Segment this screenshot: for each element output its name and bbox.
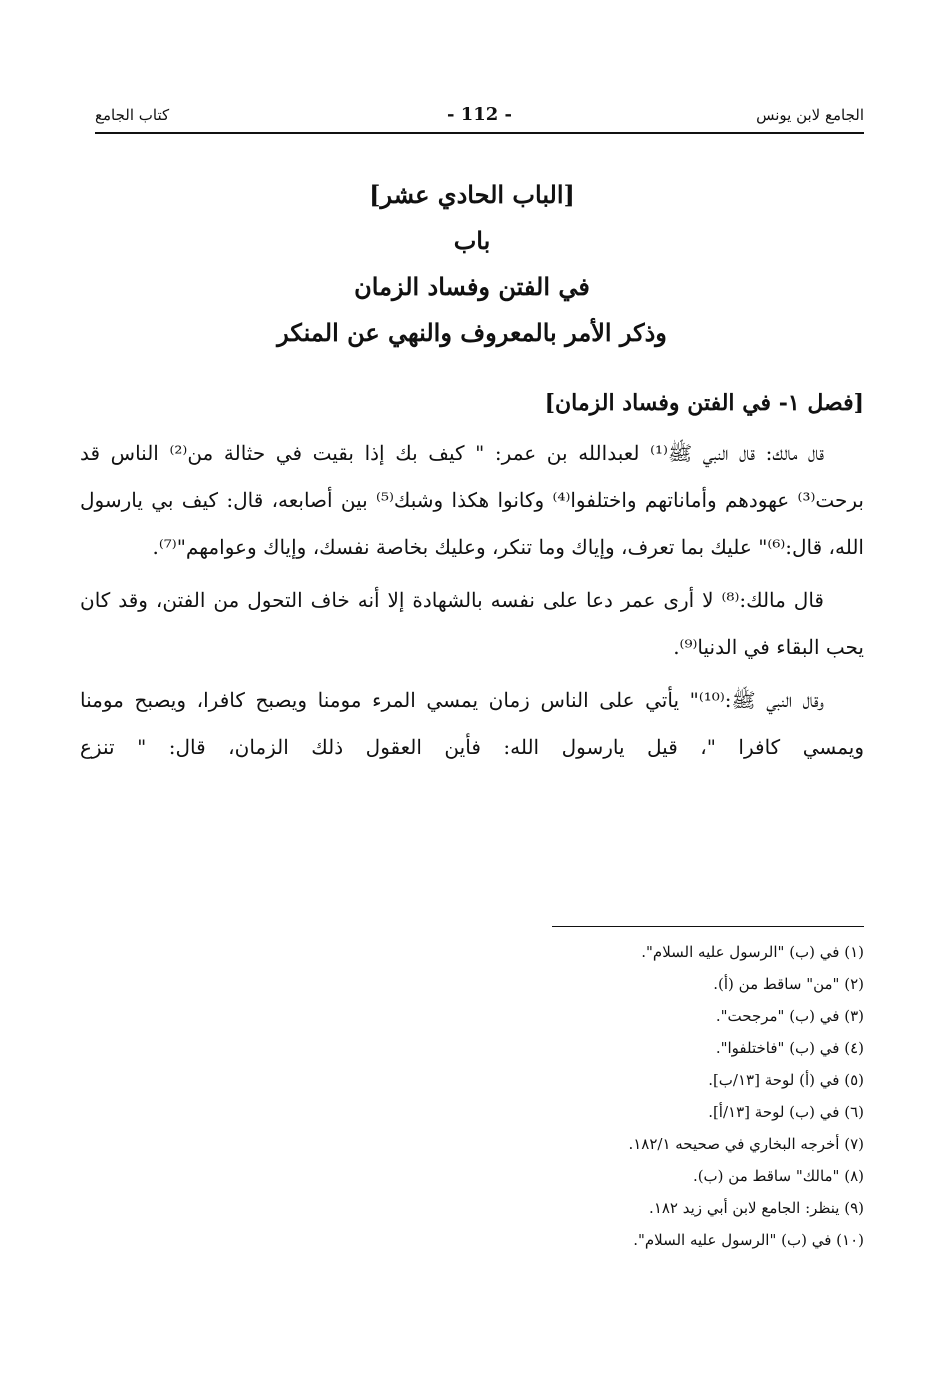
section-title: [فصل ١- في الفتن وفساد الزمان] bbox=[544, 390, 864, 416]
chapter-title-heading: في الفتن وفساد الزمان bbox=[354, 272, 590, 301]
footnote: (٩) ينظر: الجامع لابن أبي زيد ١٨٢. bbox=[649, 1199, 864, 1217]
running-header bbox=[95, 104, 864, 130]
chapter-headings bbox=[80, 172, 864, 356]
footnote: (١٠) في (ب) "الرسول عليه السلام". bbox=[633, 1231, 864, 1249]
footnote: (٣) في (ب) "مرجحت". bbox=[715, 1007, 864, 1025]
footnote: (٢) "من" ساقط من (أ). bbox=[713, 975, 864, 993]
chapter-label-heading: باب bbox=[453, 226, 491, 255]
paragraph: قال مالك: قال النبي ﷺ⁽¹⁾ لعبدالله بن عمر: " كيف بك إذا بقيت في حثالة من⁽²⁾ الناس قد برحت⁽³⁾ عهودهم وأماناتهم واختلفوا⁽⁴⁾ وكانوا هكذا وشبك⁽⁵⁾ بين أصابعه، قال: كيف بي يارسول الله، قال:⁽⁶⁾" عليك بما تعرف، وإياك وما تنكر، وعليك بخاصة نفسك، وإياك وعوامهم"⁽⁷⁾. bbox=[80, 441, 864, 559]
footnote: (٥) في (أ) لوحة [١٣/ب]. bbox=[708, 1071, 864, 1089]
chapter-subtitle-heading: وذكر الأمر بالمعروف والنهي عن المنكر bbox=[277, 318, 667, 347]
footnotes bbox=[80, 936, 864, 1256]
paragraph: قال مالك:⁽⁸⁾ لا أرى عمر دعا على نفسه بالشهادة إلا أنه خاف التحول من الفتن، وقد كان يحب البقاء في الدنيا⁽⁹⁾. bbox=[80, 588, 864, 659]
header-book-title: الجامع لابن يونس bbox=[756, 106, 864, 124]
footnote: (٨) "مالك" ساقط من (ب). bbox=[692, 1167, 864, 1185]
body-text bbox=[80, 430, 864, 777]
footnote: (٧) أخرجه البخاري في صحيحه ١٨٢/١. bbox=[628, 1135, 864, 1153]
page-number: - 112 - bbox=[446, 104, 513, 125]
header-chapter-title: كتاب الجامع bbox=[95, 106, 170, 124]
footnote: (٤) في (ب) "فاختلفوا". bbox=[715, 1039, 864, 1057]
paragraph: وقال النبي ﷺ:⁽¹⁰⁾" يأتي على الناس زمان يمسي المرء مومنا ويصبح كافرا، ويصبح مومنا ويمسي كافرا "، قيل يارسول الله: فأين العقول ذلك الزمان، قال: " تنزع bbox=[80, 688, 864, 759]
footnote-divider bbox=[552, 926, 864, 927]
chapter-number-heading: [الباب الحادي عشر] bbox=[369, 180, 575, 209]
footnote: (١) في (ب) "الرسول عليه السلام". bbox=[641, 943, 864, 961]
footnote: (٦) في (ب) لوحة [١٣/أ]. bbox=[708, 1103, 864, 1121]
header-divider bbox=[95, 132, 864, 134]
